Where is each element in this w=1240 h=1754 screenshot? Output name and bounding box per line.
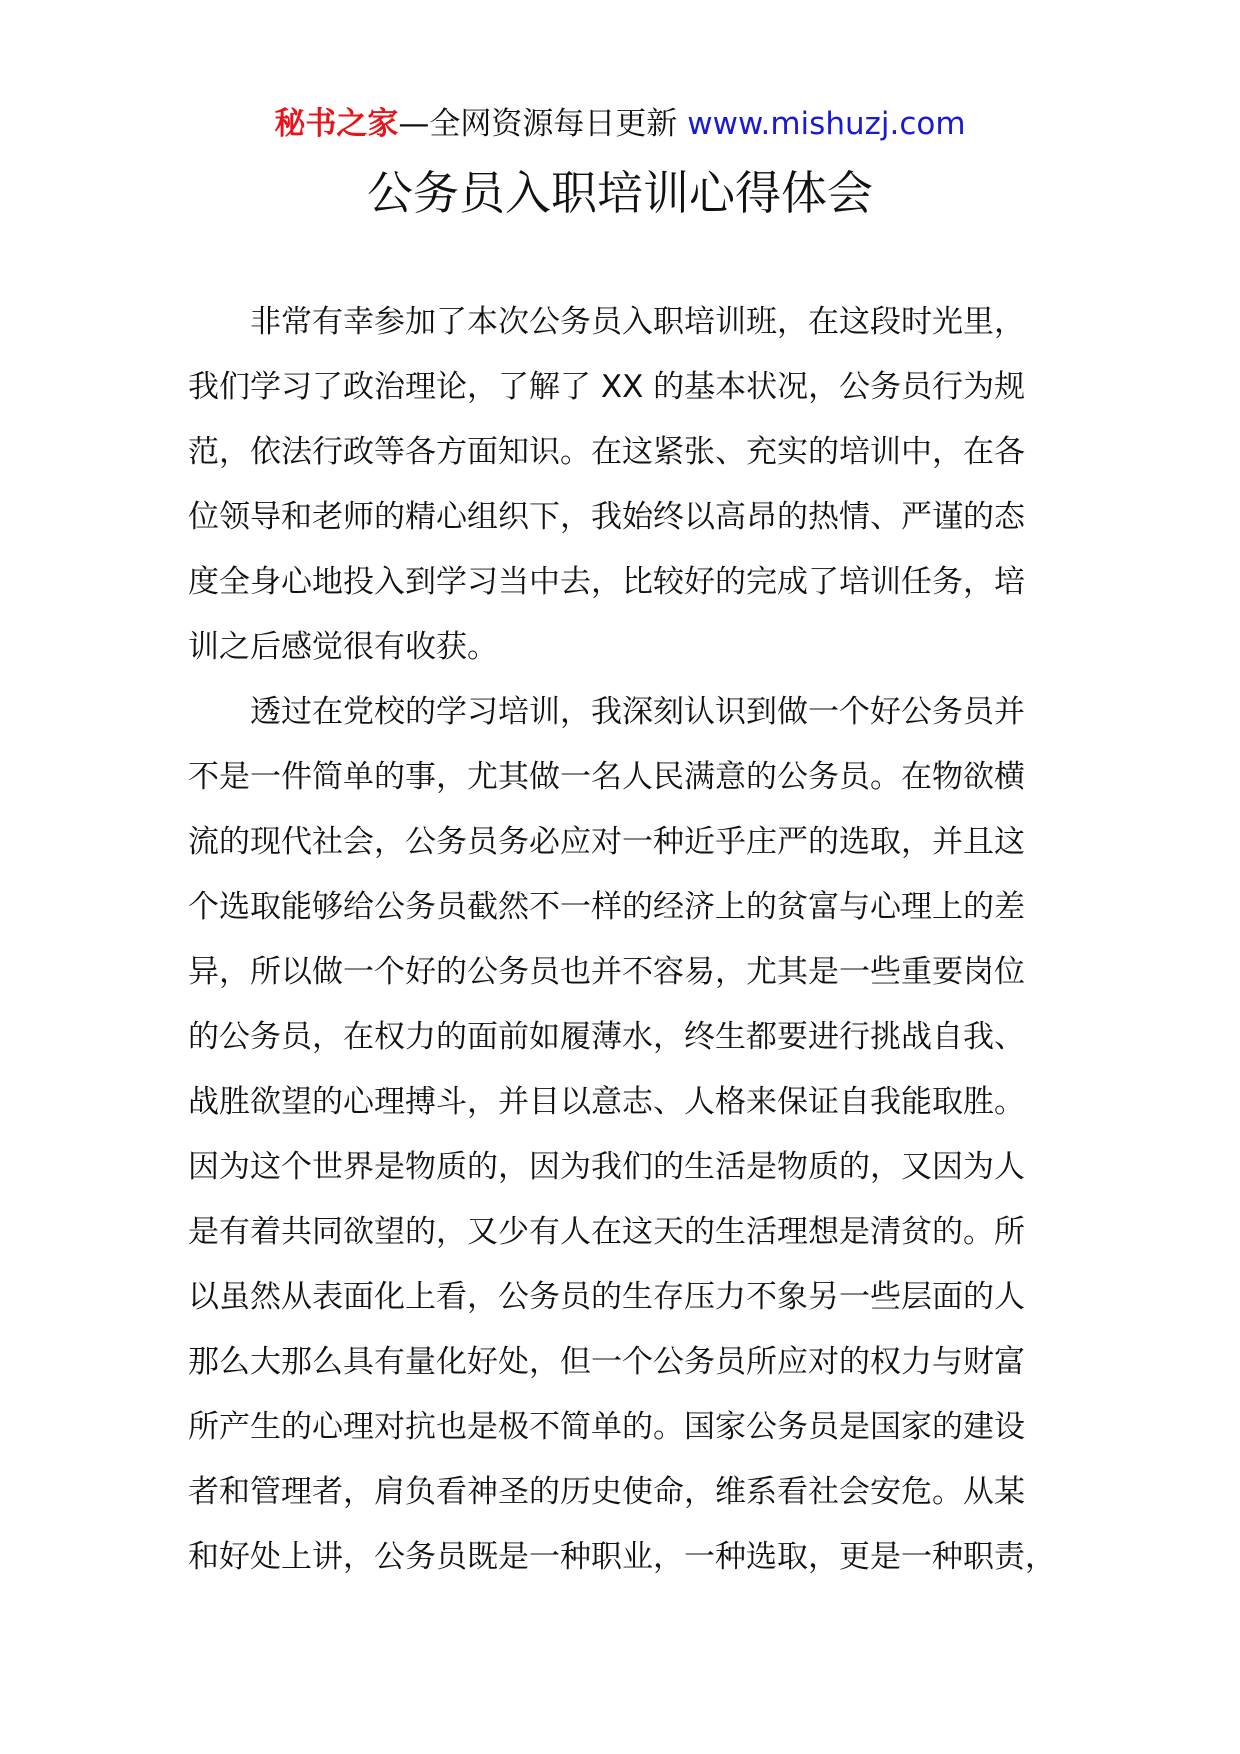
text-line: 位领导和老师的精心组织下，我始终以高昂的热情、严谨的态 xyxy=(188,499,1025,535)
text-line: 流的现代社会，公务员务必应对一种近乎庄严的选取，并且这 xyxy=(188,824,1025,860)
text-line: 异，所以做一个好的公务员也并不容易，尤其是一些重要岗位 xyxy=(188,954,1025,990)
text-line: 所产生的心理对抗也是极不简单的。国家公务员是国家的建设 xyxy=(188,1409,1025,1445)
text-line: 度全身心地投入到学习当中去，比较好的完成了培训任务，培 xyxy=(188,564,1025,600)
text-line: 那么大那么具有量化好处，但一个公务员所应对的权力与财富 xyxy=(188,1344,1025,1380)
header-tagline: —全网资源每日更新 xyxy=(398,106,678,142)
text-line: 我们学习了政治理论，了解了 XX 的基本状况，公务员行为规 xyxy=(188,369,1026,405)
document-title: 公务员入职培训心得体会 xyxy=(367,166,873,220)
text-line: 者和管理者，肩负看神圣的历史使命，维系看社会安危。从某 xyxy=(188,1474,1025,1510)
brand-name: 秘书之家 xyxy=(274,106,399,142)
text-line: 范，依法行政等各方面知识。在这紧张、充实的培训中，在各 xyxy=(188,434,1025,470)
text-line: 非常有幸参加了本次公务员入职培训班，在这段时光里， xyxy=(250,304,1025,340)
document-body xyxy=(188,290,1068,1590)
text-line: 个选取能够给公务员截然不一样的经济上的贫富与心理上的差 xyxy=(188,889,1025,925)
text-line: 不是一件简单的事，尤其做一名人民满意的公务员。在物欲横 xyxy=(188,759,1025,795)
text-line: 因为这个世界是物质的，因为我们的生活是物质的，又因为人 xyxy=(188,1149,1025,1185)
text-line: 战胜欲望的心理搏斗，并目以意志、人格来保证自我能取胜。 xyxy=(188,1084,1025,1120)
text-line: 透过在党校的学习培训，我深刻认识到做一个好公务员并 xyxy=(250,694,1025,730)
text-line: 和好处上讲，公务员既是一种职业，一种选取，更是一种职责， xyxy=(188,1539,1056,1575)
paragraph-2 xyxy=(188,680,1068,1590)
site-url-link[interactable]: www.mishuzj.com xyxy=(687,106,966,142)
text-line: 以虽然从表面化上看，公务员的生存压力不象另一些层面的人 xyxy=(188,1279,1025,1315)
site-header xyxy=(0,100,1240,148)
text-line: 是有着共同欲望的，又少有人在这天的生活理想是清贫的。所 xyxy=(188,1214,1025,1250)
paragraph-1 xyxy=(188,290,1068,680)
text-line: 的公务员，在权力的面前如履薄水，终生都要进行挑战自我、 xyxy=(188,1019,1025,1055)
text-line: 训之后感觉很有收获。 xyxy=(188,629,498,665)
